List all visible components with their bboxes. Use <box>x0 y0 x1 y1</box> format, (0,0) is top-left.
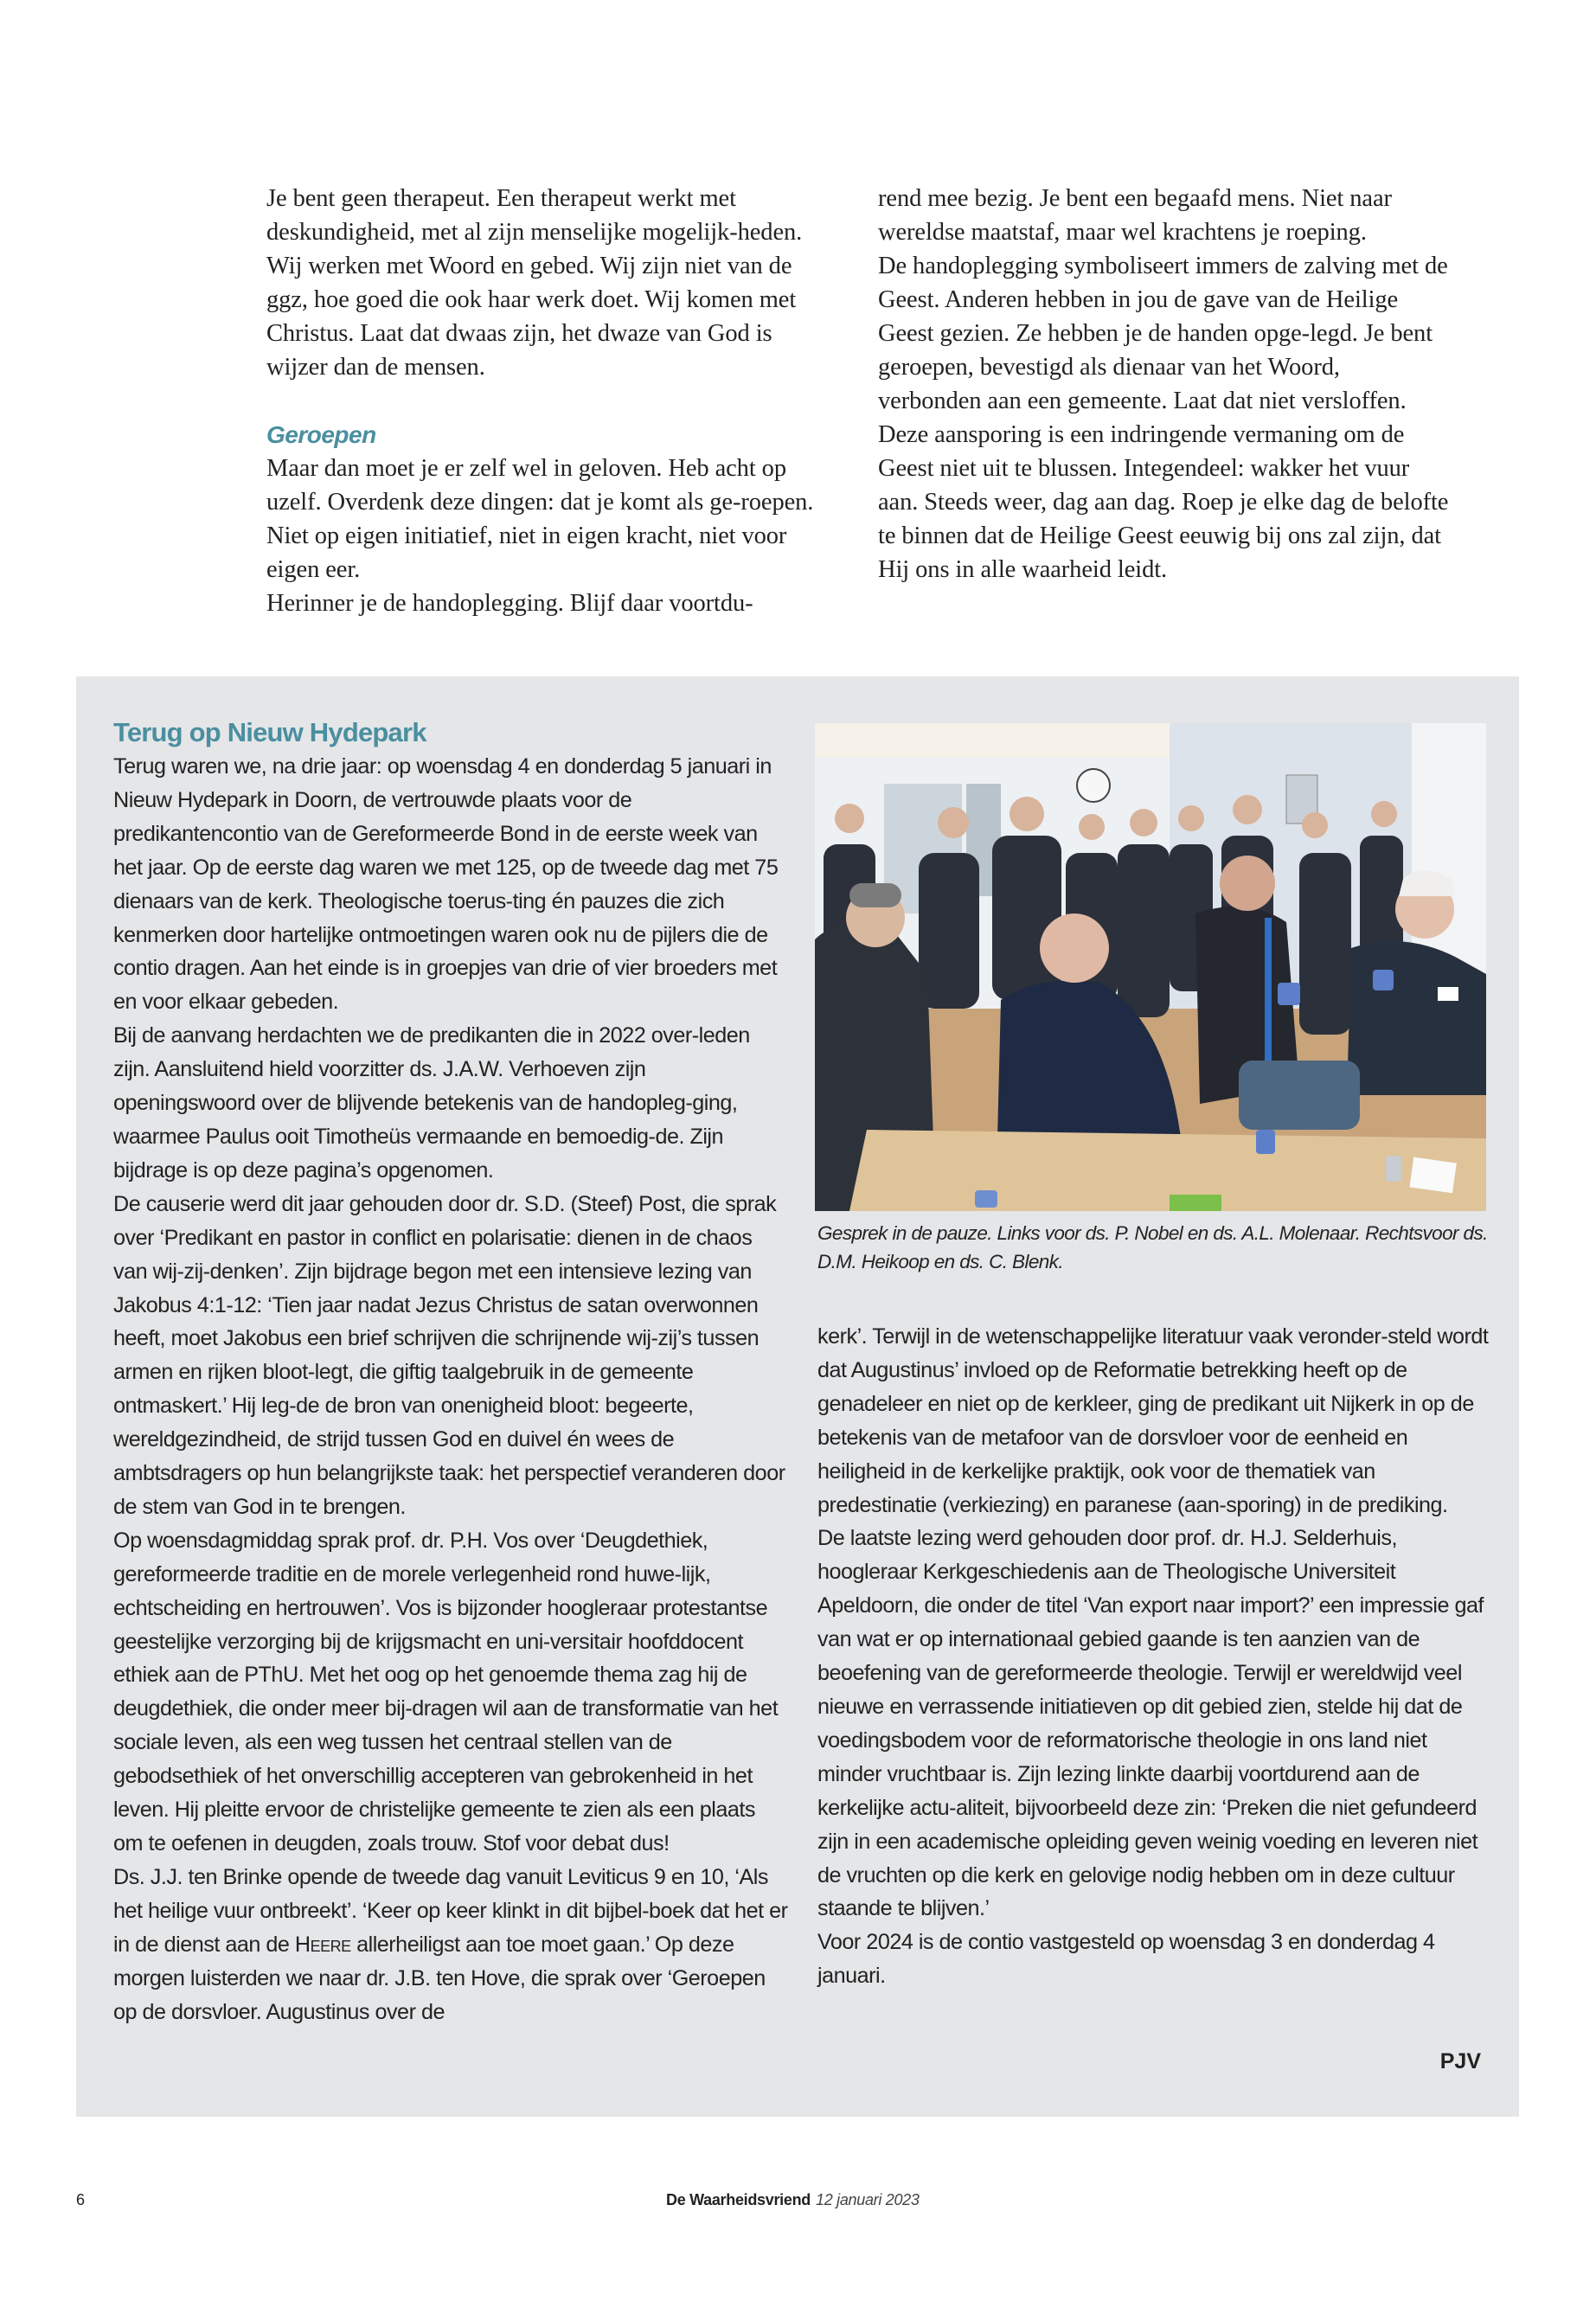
photo-caption: Gesprek in de pauze. Links voor ds. P. Nobel en ds. A.L. Molenaar. Rechtsvoor ds. D.M. Heikoop en ds. C. Blenk. <box>817 1222 1488 1272</box>
paragraph: Op woensdagmiddag sprak prof. dr. P.H. Vos over ‘Deugdethiek, gereformeerde traditie en de morele verlegenheid rond huwe-lijk, echtscheiding en hertrouwen’. Vos is bijzonder hoogleraar protestantse geestelijke verzorging bij de krijgsmacht en uni-versitair hoofddocent ethiek aan de PThU. Met het oog op het genoemde thema zag hij de deugdethiek, die onder meer bij-dragen wil aan de transformatie van het sociale leven, als een weg tussen het centraal stellen van de gebodsethiek of het onverschillig accepteren van gebrokenheid in het leven. Hij pleitte ervoor de christelijke gemeente te zien als een plaats om te oefenen in deugden, zoals trouw. Stof voor debat dus! <box>113 1528 779 1856</box>
paragraph: rend mee bezig. Je bent een begaafd mens. Niet naar wereldse maatstaf, maar wel krachtens je roeping. <box>878 185 1392 246</box>
paragraph: Bij de aanvang herdachten we de predikanten die in 2022 over-leden zijn. Aansluitend hield voorzitter ds. J.A.W. Verhoeven zijn openingswoord over de blijvende betekenis van de handopleg-ging, waarmee Paulus ooit Timotheüs vermaande en bemoedig-de. Zijn bijdrage is op deze pagina’s opgenomen. <box>113 1023 750 1183</box>
paragraph: Deze aansporing is een indringende vermaning om de Geest niet uit te blussen. Integendeel: wakker het vuur aan. Steeds weer, dag aan dag. Roep je elke dag de belofte te binnen dat de Heilige Geest eeuwig bij ons zal zijn, dat Hij ons in alle waarheid leidt. <box>878 421 1449 583</box>
publication-date: 12 januari 2023 <box>816 2191 920 2208</box>
sidebar-title: Terug op Nieuw Hydepark <box>113 717 426 747</box>
paragraph: Je bent geen therapeut. Een therapeut werkt met deskundigheid, met al zijn menselijke mogelijk-heden. Wij werken met Woord en gebed. Wij zijn niet van de ggz, hoe goed die ook haar werk doet. Wij komen met Christus. Laat dat dwaas zijn, het dwaze van God is wijzer dan de mensen. <box>266 185 803 381</box>
paragraph: kerk’. Terwijl in de wetenschappelijke literatuur vaak veronder-steld wordt dat Augustinus’ invloed op de Reformatie betrekking heeft op de genadeleer en niet op de kerkleer, ging de predikant uit Nijkerk in op de betekenis van de metafoor van de dorsvloer voor de eenheid en heiligheid in de kerkelijke praktijk, ook voor de thematiek van predestinatie (verkiezing) en paranese (aan-sporing) in de prediking. <box>817 1324 1489 1517</box>
publication-footer <box>666 2191 920 2209</box>
paragraph: De laatste lezing werd gehouden door prof. dr. H.J. Selderhuis, hoogleraar Kerkgeschiedenis aan de Theologische Universiteit Apeldoorn, die onder de titel ‘Van export naar import?’ een impressie gaf van wat er op internationaal gebied gaande is ten aanzien van de beoefening van de gereformeerde theologie. Terwijl er wereldwijd veel nieuwe en verrassende initiatieven op dit gebied zien, stelde hij dat de voedingsbodem voor de reformatorische theologie in ons land niet minder vruchtbaar is. Zijn lezing linkte daarbij voortdurend aan de kerkelijke actu-aliteit, bijvoorbeeld deze zin: ‘Preken die niet gefundeerd zijn in een academische opleiding geven weinig voeding en leveren niet de vruchten op die kerk en gelovige nodig hebben om in deze cultuur staande te blijven.’ <box>817 1526 1484 1921</box>
paragraph: Terug waren we, na drie jaar: op woensdag 4 en donderdag 5 januari in Nieuw Hydepark in Doorn, de vertrouwde plaats voor de predikantencontio van de Gereformeerde Bond in de eerste week van het jaar. Op de eerste dag waren we met 125, op de tweede dag met 75 dienaars van de kerk. Theologische toerus-ting én pauzes die zich kenmerken door hartelijke ontmoetingen waren ook nu de pijlers die de contio dragen. Aan het einde is in groepjes van drie of vier broeders met en voor elkaar gebeden. <box>113 754 779 1015</box>
paragraph: Maar dan moet je er zelf wel in geloven. Heb acht op uzelf. Overdenk deze dingen: dat je komt als ge-roepen. Niet op eigen initiatief, niet in eigen kracht, niet voor eigen eer. <box>266 455 814 583</box>
photo-illustration <box>815 723 1486 1211</box>
event-photo <box>815 723 1486 1211</box>
smallcaps-heere: Heere <box>294 1932 351 1957</box>
page-number: 6 <box>76 2191 86 2208</box>
paragraph: Herinner je de handoplegging. Blijf daar voortdu- <box>266 590 753 617</box>
subheading: Geroepen <box>266 421 376 448</box>
sidebar-box <box>76 676 1519 2117</box>
paragraph: Voor 2024 is de contio vastgesteld op woensdag 3 en donderdag 4 januari. <box>817 1930 1435 1989</box>
text-run: Ds. J.J. ten Brinke opende de tweede dag vanuit Leviticus 9 en 10, ‘Als het heilige vuur ontbreekt’. ‘Keer op keer klinkt in dit bijbel-boek dat het er in de dienst aan de <box>113 1864 788 1957</box>
sidebar-column-left <box>113 750 788 2029</box>
author-signature: PJV <box>1439 2049 1481 2073</box>
article-column-left <box>266 182 820 620</box>
sidebar-column-right <box>817 1320 1492 1993</box>
publication-name: De Waarheidsvriend <box>666 2191 811 2208</box>
paragraph <box>113 1861 788 2029</box>
article-column-right <box>878 182 1449 586</box>
paragraph: De causerie werd dit jaar gehouden door dr. S.D. (Steef) Post, die sprak over ‘Predikant en pastor in conflict en polarisatie: dienen in de chaos van wij-zij-denken’. Zijn bijdrage begon met een intensieve lezing van Jakobus 4:1-12: ‘Tien jaar nadat Jezus Christus de satan overwonnen heeft, moet Jakobus een brief schrijven die schrijnende wij-zij’s tussen armen en rijken bloot-legt, die giftig taalgebruik in de gemeente ontmaskert.’ Hij leg-de de bron van onenigheid bloot: begeerte, wereldgezindheid, de strijd tussen God en duivel én wees de ambtsdragers op hun belangrijkste taak: het perspectief veranderen door de stem van God in te brengen. <box>113 1191 785 1519</box>
text-run: allerheiligst aan toe moet gaan.’ Op deze morgen luisterden we naar dr. J.B. ten Hove, die sprak over ‘Geroepen op de dorsvloer. Augustinus over de <box>113 1932 766 2024</box>
paragraph: De handoplegging symboliseert immers de zalving met de Geest. Anderen hebben in jou de gave van de Heilige Geest gezien. Ze hebben je de handen opge-legd. Je bent geroepen, bevestigd als dienaar van het Woord, verbonden aan een gemeente. Laat dat niet versloffen. <box>878 253 1448 414</box>
